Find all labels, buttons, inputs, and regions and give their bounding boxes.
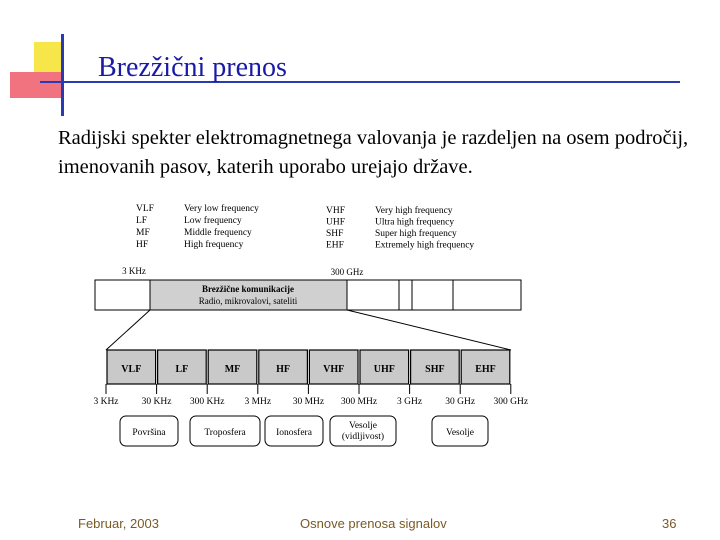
full-spectrum-bar bbox=[95, 280, 521, 310]
legend-abbr: VHF bbox=[326, 206, 346, 216]
legend-name: Ultra high frequency bbox=[375, 217, 455, 228]
footer-page-number: 36 bbox=[662, 516, 677, 531]
corner-yellow-square bbox=[34, 42, 64, 72]
boundary-label: 300 GHz bbox=[493, 397, 529, 407]
boundary-label: 3 MHz bbox=[244, 397, 272, 407]
boundary-label: 300 MHz bbox=[340, 397, 378, 407]
band-label: VLF bbox=[121, 364, 142, 375]
legend-abbr: MF bbox=[136, 228, 150, 238]
legend-name: Low frequency bbox=[184, 216, 242, 226]
legend-name: High frequency bbox=[184, 240, 244, 250]
propagation-label: Ionosfera bbox=[276, 428, 312, 438]
propagation-label: Troposfera bbox=[204, 428, 246, 438]
propagation-label: Vesolje bbox=[349, 421, 377, 431]
legend-name: Super high frequency bbox=[375, 229, 457, 239]
propagation-label: Površina bbox=[132, 428, 166, 438]
legend-abbr: EHF bbox=[326, 240, 344, 251]
legend-abbr: LF bbox=[136, 216, 148, 226]
zoom-lines bbox=[106, 310, 511, 350]
propagation-sublabel: (vidljivost) bbox=[341, 432, 385, 442]
slide-body-text: Radijski spekter elektromagnetnega valovanja je razdeljen na osem področij, imenovanih pasov, katerih uporabo urejajo države. bbox=[58, 127, 689, 178]
boundary-label: 300 KHz bbox=[189, 397, 225, 407]
propagation-row bbox=[120, 416, 488, 446]
radio-spectrum-diagram bbox=[90, 196, 530, 458]
spectrum-start-label: 3 KHz bbox=[122, 266, 146, 276]
corner-blue-vertical-line bbox=[61, 34, 64, 116]
legend-name: Very high frequency bbox=[375, 206, 453, 216]
corner-red-bar bbox=[10, 72, 62, 98]
legend-name: Middle frequency bbox=[184, 228, 252, 238]
band-label: SHF bbox=[425, 364, 445, 375]
band-label: EHF bbox=[475, 364, 496, 375]
band-boundaries bbox=[93, 384, 528, 407]
legend-name: Very low frequency bbox=[184, 204, 259, 214]
boundary-label: 3 GHz bbox=[397, 397, 423, 407]
boundary-label: 30 MHz bbox=[292, 397, 325, 407]
band-label: VHF bbox=[323, 364, 345, 375]
boundary-label: 3 KHz bbox=[93, 397, 119, 407]
band-label: LF bbox=[175, 364, 189, 375]
footer-date: Februar, 2003 bbox=[78, 516, 159, 531]
band-label: UHF bbox=[373, 364, 395, 375]
legend-abbr: VLF bbox=[136, 204, 154, 214]
legend-abbr: SHF bbox=[326, 229, 344, 239]
boundary-label: 30 KHz bbox=[141, 397, 172, 407]
wireless-examples: Radio, mikrovalovi, sateliti bbox=[198, 296, 298, 306]
band-label: HF bbox=[276, 364, 291, 375]
band-label: MF bbox=[224, 364, 241, 375]
band-row bbox=[107, 350, 510, 384]
wireless-label: Brezžične komunikacije bbox=[201, 284, 295, 294]
legend-abbr: HF bbox=[136, 240, 149, 250]
spectrum-legend bbox=[136, 203, 474, 251]
legend-name: Extremely high frequency bbox=[375, 240, 475, 251]
footer-subject: Osnove prenosa signalov bbox=[300, 516, 447, 531]
boundary-label: 30 GHz bbox=[445, 397, 476, 407]
spectrum-end-label: 300 GHz bbox=[330, 267, 364, 277]
legend-abbr: UHF bbox=[326, 217, 346, 228]
slide-title: Brezžični prenos bbox=[98, 52, 287, 83]
propagation-label: Vesolje bbox=[446, 428, 474, 438]
